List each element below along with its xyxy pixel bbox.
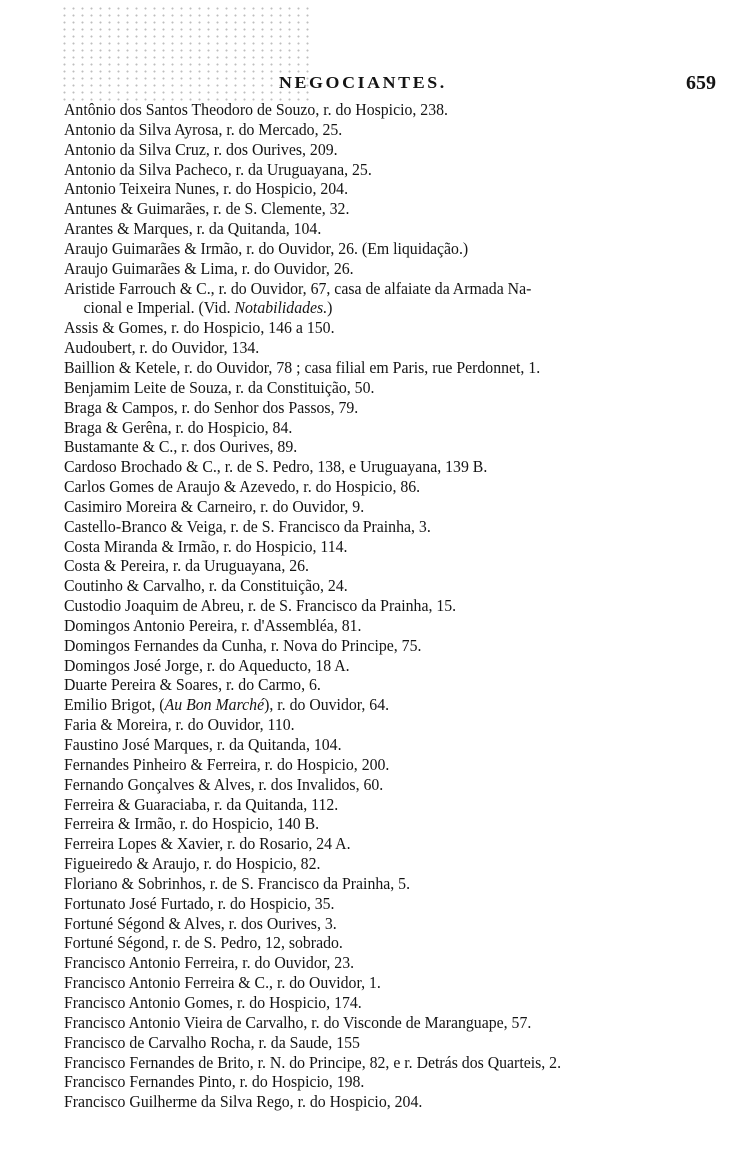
entry-text: Bustamante & C., r. dos Ourives, 89. <box>64 437 298 457</box>
entry-text: Antonio da Silva Pacheco, r. da Uruguayana, 25. <box>64 159 372 179</box>
list-item <box>64 755 669 775</box>
entry-text: Arantes & Marques, r. da Quitanda, 104. <box>64 219 322 239</box>
list-item <box>64 735 669 755</box>
list-item <box>64 973 669 993</box>
list-item <box>64 398 669 418</box>
entry-text: Fortuné Ségond & Alves, r. dos Ourives, 3. <box>64 913 337 933</box>
list-item <box>64 318 669 338</box>
list-item <box>64 259 669 279</box>
entry-text: ), r. do Ouvidor, 64. <box>264 695 390 715</box>
entry-text: Araujo Guimarães & Lima, r. do Ouvidor, 26. <box>64 258 354 278</box>
entry-text: Figueiredo & Araujo, r. do Hospicio, 82. <box>64 854 321 874</box>
list-item <box>64 656 669 676</box>
entry-text: Fortuné Ségond, r. de S. Pedro, 12, sobrado. <box>64 933 343 953</box>
list-item <box>64 1072 669 1092</box>
list-item <box>64 100 669 120</box>
entry-text: Ferreira & Irmão, r. do Hospicio, 140 B. <box>64 814 320 834</box>
list-item <box>64 1033 669 1053</box>
entry-text: Ferreira Lopes & Xavier, r. do Rosario, 24 A. <box>64 834 351 854</box>
list-item <box>64 993 669 1013</box>
list-item <box>64 894 669 914</box>
list-item <box>64 933 669 953</box>
entry-text: Floriano & Sobrinhos, r. de S. Francisco da Prainha, 5. <box>64 873 411 893</box>
list-item <box>64 834 669 854</box>
list-item <box>64 775 669 795</box>
entry-text: Costa Miranda & Irmão, r. do Hospicio, 114. <box>64 536 348 556</box>
entry-text: Francisco de Carvalho Rocha, r. da Saude, 155 <box>64 1032 360 1052</box>
entry-text: Antunes & Guimarães, r. de S. Clemente, 32. <box>64 199 350 219</box>
entry-text: Duarte Pereira & Soares, r. do Carmo, 6. <box>64 675 321 695</box>
list-item <box>64 556 669 576</box>
entry-text: Fernando Gonçalves & Alves, r. dos Invalidos, 60. <box>64 774 384 794</box>
list-item <box>64 120 669 140</box>
entry-text: Antonio da Silva Ayrosa, r. do Mercado, 25. <box>64 119 343 139</box>
list-item <box>64 636 669 656</box>
list-item <box>64 874 669 894</box>
list-item <box>64 239 669 259</box>
entry-text: Araujo Guimarães & Irmão, r. do Ouvidor, 26. (Em liquidação.) <box>64 238 469 258</box>
entry-text: Assis & Gomes, r. do Hospicio, 146 a 150. <box>64 318 335 338</box>
list-item <box>64 1053 669 1073</box>
list-item <box>64 338 669 358</box>
entry-text: Cardoso Brochado & C., r. de S. Pedro, 138, e Uruguayana, 139 B. <box>64 457 488 477</box>
list-item <box>64 358 669 378</box>
entry-text: Faustino José Marques, r. da Quitanda, 104. <box>64 735 342 754</box>
entry-text: Coutinho & Carvalho, r. da Constituição, 24. <box>64 576 348 596</box>
list-item <box>64 695 669 715</box>
list-item-continuation <box>64 298 669 318</box>
list-item <box>64 497 669 517</box>
list-item <box>64 418 669 438</box>
entry-text: Faria & Moreira, r. do Ouvidor, 110. <box>64 715 295 735</box>
list-item <box>64 715 669 735</box>
list-item <box>64 596 669 616</box>
entry-text: Domingos Fernandes da Cunha, r. Nova do Principe, 75. <box>64 635 422 655</box>
list-item <box>64 199 669 219</box>
entry-text: Fortunato José Furtado, r. do Hospicio, 35. <box>64 893 335 913</box>
entry-text: Aristide Farrouch & C., r. do Ouvidor, 67, casa de alfaiate da Armada Na- <box>64 278 532 298</box>
entry-text: Francisco Guilherme da Silva Rego, r. do Hospicio, 204. <box>64 1092 423 1112</box>
entry-text: Ferreira & Guaraciaba, r. da Quitanda, 112. <box>64 794 339 814</box>
list-item <box>64 457 669 477</box>
list-item <box>64 914 669 934</box>
italic-text: Notabilidades. <box>234 298 328 318</box>
list-item <box>64 517 669 537</box>
entry-text: Francisco Fernandes de Brito, r. N. do Principe, 82, e r. Detrás dos Quarteis, 2. <box>64 1052 562 1072</box>
entry-text: Antonio Teixeira Nunes, r. do Hospicio, 204. <box>64 179 349 199</box>
section-heading: NEGOCIANTES. <box>279 73 447 92</box>
list-item <box>64 477 669 497</box>
entry-text: Domingos José Jorge, r. do Aqueducto, 18 A. <box>64 655 350 675</box>
list-item <box>64 219 669 239</box>
list-item <box>64 616 669 636</box>
list-item <box>64 854 669 874</box>
entry-text: Antonio da Silva Cruz, r. dos Ourives, 209. <box>64 139 338 159</box>
list-item <box>64 795 669 815</box>
list-item <box>64 675 669 695</box>
entry-text: Benjamim Leite de Souza, r. da Constituição, 50. <box>64 377 375 397</box>
entry-text: Francisco Fernandes Pinto, r. do Hospicio, 198. <box>64 1072 365 1092</box>
entry-text: Carlos Gomes de Araujo & Azevedo, r. do Hospicio, 86. <box>64 477 421 497</box>
list-item <box>64 576 669 596</box>
entry-text: Francisco Antonio Ferreira & C., r. do Ouvidor, 1. <box>64 973 381 993</box>
list-item <box>64 179 669 199</box>
entry-text: Emilio Brigot, ( <box>64 695 165 715</box>
entry-text: Casimiro Moreira & Carneiro, r. do Ouvidor, 9. <box>64 496 365 516</box>
list-item <box>64 953 669 973</box>
list-item <box>64 437 669 457</box>
merchant-list <box>64 100 714 1112</box>
scan-noise <box>60 5 310 105</box>
list-item <box>64 160 669 180</box>
entry-text: Costa & Pereira, r. da Uruguayana, 26. <box>64 556 309 576</box>
list-item <box>64 140 669 160</box>
list-item <box>64 1013 669 1033</box>
entry-text: Antônio dos Santos Theodoro de Souzo, r. do Hospicio, 238. <box>64 100 448 119</box>
list-item <box>64 814 669 834</box>
list-item <box>64 378 669 398</box>
entry-text: Fernandes Pinheiro & Ferreira, r. do Hospicio, 200. <box>64 754 390 774</box>
entry-text: Braga & Campos, r. do Senhor dos Passos, 79. <box>64 397 359 417</box>
list-item <box>64 1092 669 1112</box>
italic-text: Au Bon Marché <box>164 695 265 715</box>
page-number: 659 <box>686 72 716 94</box>
entry-text: Castello-Branco & Veiga, r. de S. Francisco da Prainha, 3. <box>64 516 431 536</box>
list-item <box>64 537 669 557</box>
entry-text: Audoubert, r. do Ouvidor, 134. <box>64 338 260 358</box>
list-item <box>64 279 669 299</box>
entry-text: Braga & Gerêna, r. do Hospicio, 84. <box>64 417 293 437</box>
entry-text: Domingos Antonio Pereira, r. d'Assembléa, 81. <box>64 615 362 635</box>
entry-text: ) <box>327 298 333 318</box>
entry-text: Francisco Antonio Vieira de Carvalho, r. do Visconde de Maranguape, 57. <box>64 1012 532 1032</box>
entry-text: Custodio Joaquim de Abreu, r. de S. Francisco da Prainha, 15. <box>64 596 457 616</box>
entry-text: Francisco Antonio Ferreira, r. do Ouvidor, 23. <box>64 953 355 973</box>
entry-text: Baillion & Ketele, r. do Ouvidor, 78 ; casa filial em Paris, rue Perdonnet, 1. <box>64 357 541 377</box>
entry-text: cional e Imperial. (Vid. <box>83 298 235 318</box>
entry-text: Francisco Antonio Gomes, r. do Hospicio, 174. <box>64 992 362 1012</box>
